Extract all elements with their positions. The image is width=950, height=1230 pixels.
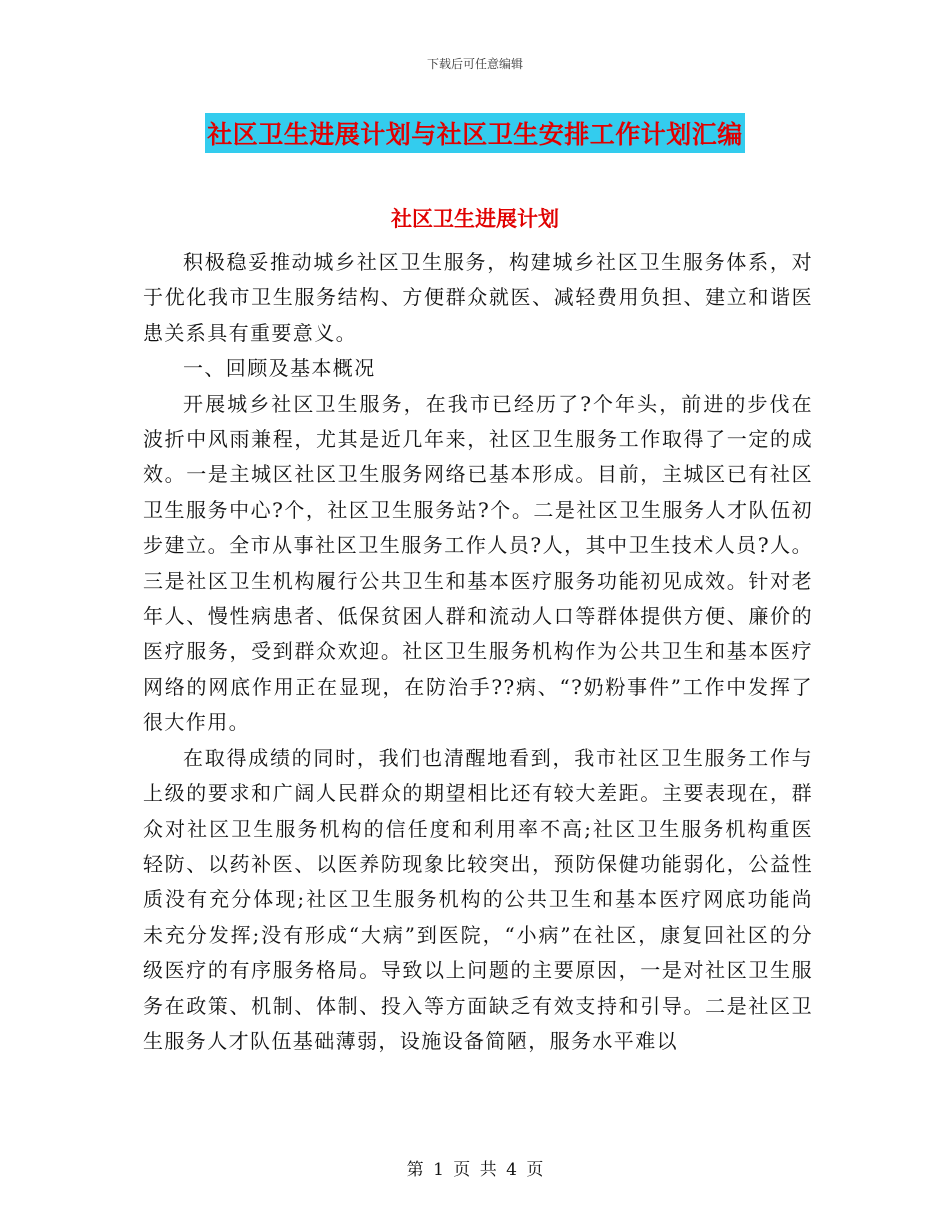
document-title: 社区卫生进展计划与社区卫生安排工作计划汇编 xyxy=(205,113,745,153)
header-note: 下载后可任意编辑 xyxy=(426,57,523,71)
paragraph-intro: 积极稳妥推动城乡社区卫生服务，构建城乡社区卫生服务体系，对于优化我市卫生服务结构、方便群众就医、减轻费用负担、建立和谐医患关系具有重要意义。 xyxy=(143,250,813,345)
document-title-container xyxy=(0,113,950,153)
paragraph-achievements: 开展城乡社区卫生服务，在我市已经历了?个年头，前进的步伐在波折中风雨兼程，尤其是近几年来，社区卫生服务工作取得了一定的成效。一是主城区社区卫生服务网络已基本形成。目前，主城区已有社区卫生服务中心?个，社区卫生服务站?个。二是社区卫生服务人才队伍初步建立。全市从事社区卫生服务工作人员?人，其中卫生技术人员?人。三是社区卫生机构履行公共卫生和基本医疗服务功能初见成效。针对老年人、慢性病患者、低保贫困人群和流动人口等群体提供方便、廉价的医疗服务，受到群众欢迎。社区卫生服务机构作为公共卫生和基本医疗网络的网底作用正在显现，在防治手??病、“?奶粉事件”工作中发挥了很大作用。 xyxy=(143,391,813,735)
paragraph-heading-review: 一、回顾及基本概况 xyxy=(183,356,376,381)
section-title: 社区卫生进展计划 xyxy=(391,206,559,231)
page-footer: 第 1 页 共 4 页 xyxy=(406,1160,544,1180)
body-text xyxy=(143,245,813,1059)
paragraph-problems: 在取得成绩的同时，我们也清醒地看到，我市社区卫生服务工作与上级的要求和广阔人民群众的期望相比还有较大差距。主要表现在，群众对社区卫生服务机构的信任度和利用率不高;社区卫生服务机构重医轻防、以药补医、以医养防现象比较突出，预防保健功能弱化，公益性质没有充分体现;社区卫生服务机构的公共卫生和基本医疗网底功能尚未充分发挥;没有形成“大病”到医院，“小病”在社区，康复回社区的分级医疗的有序服务格局。导致以上问题的主要原因，一是对社区卫生服务在政策、机制、体制、投入等方面缺乏有效支持和引导。二是社区卫生服务人才队伍基础薄弱，设施设备简陋，服务水平难以 xyxy=(143,745,813,1053)
